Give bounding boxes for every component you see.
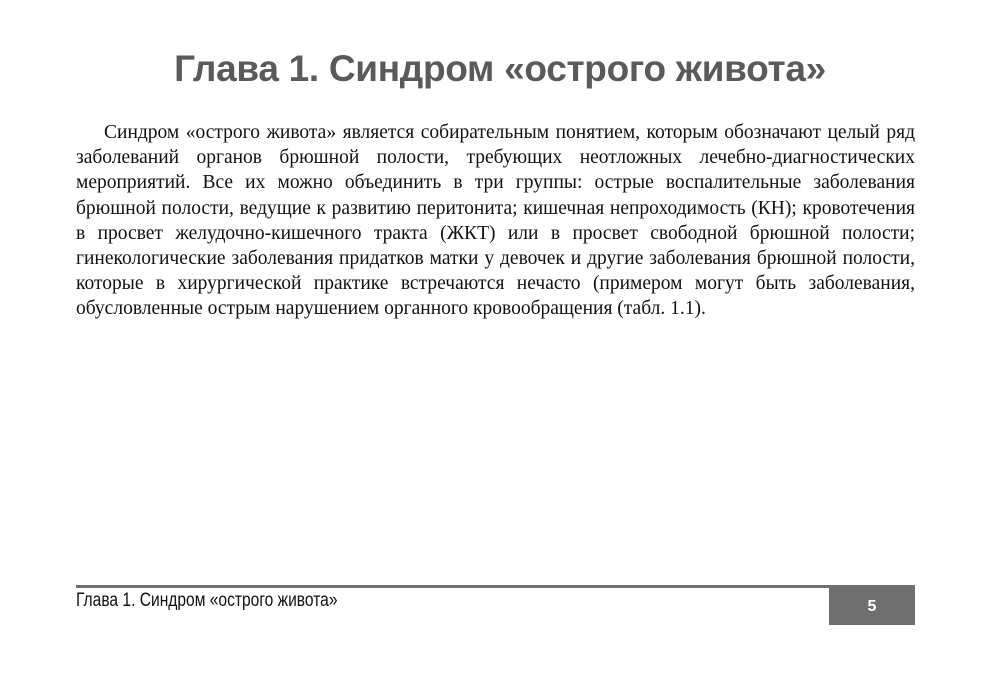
chapter-title: Глава 1. Синдром «острого живота» bbox=[174, 48, 826, 89]
page-number-box bbox=[829, 588, 915, 625]
page-number: 5 bbox=[867, 597, 877, 615]
body-paragraph: Синдром «острого живота» является собирательным понятием, которым обозначают целый ряд заболеваний органов брюшной полости, требующих неотложных лечебно-диагностических мероприятий. Все их можно объединить в три группы: острые воспалительные заболевания брюшной полости, ведущие к развитию перитонита; кишечная непроходимость (КН); кровотечения в просвет желудочно-кишечного тракта (ЖКТ) или в просвет свободной брюшной полости; гинекологические заболевания придатков матки у девочек и другие заболевания брюшной полости, которые в хирургической практике встречаются нечасто (примером могут быть заболевания, обусловленные острым нарушением органного кровообращения (табл. 1.1). bbox=[76, 122, 915, 320]
footer-divider bbox=[76, 585, 915, 588]
footer-running-title: Глава 1. Синдром «острого живота» bbox=[76, 590, 338, 611]
